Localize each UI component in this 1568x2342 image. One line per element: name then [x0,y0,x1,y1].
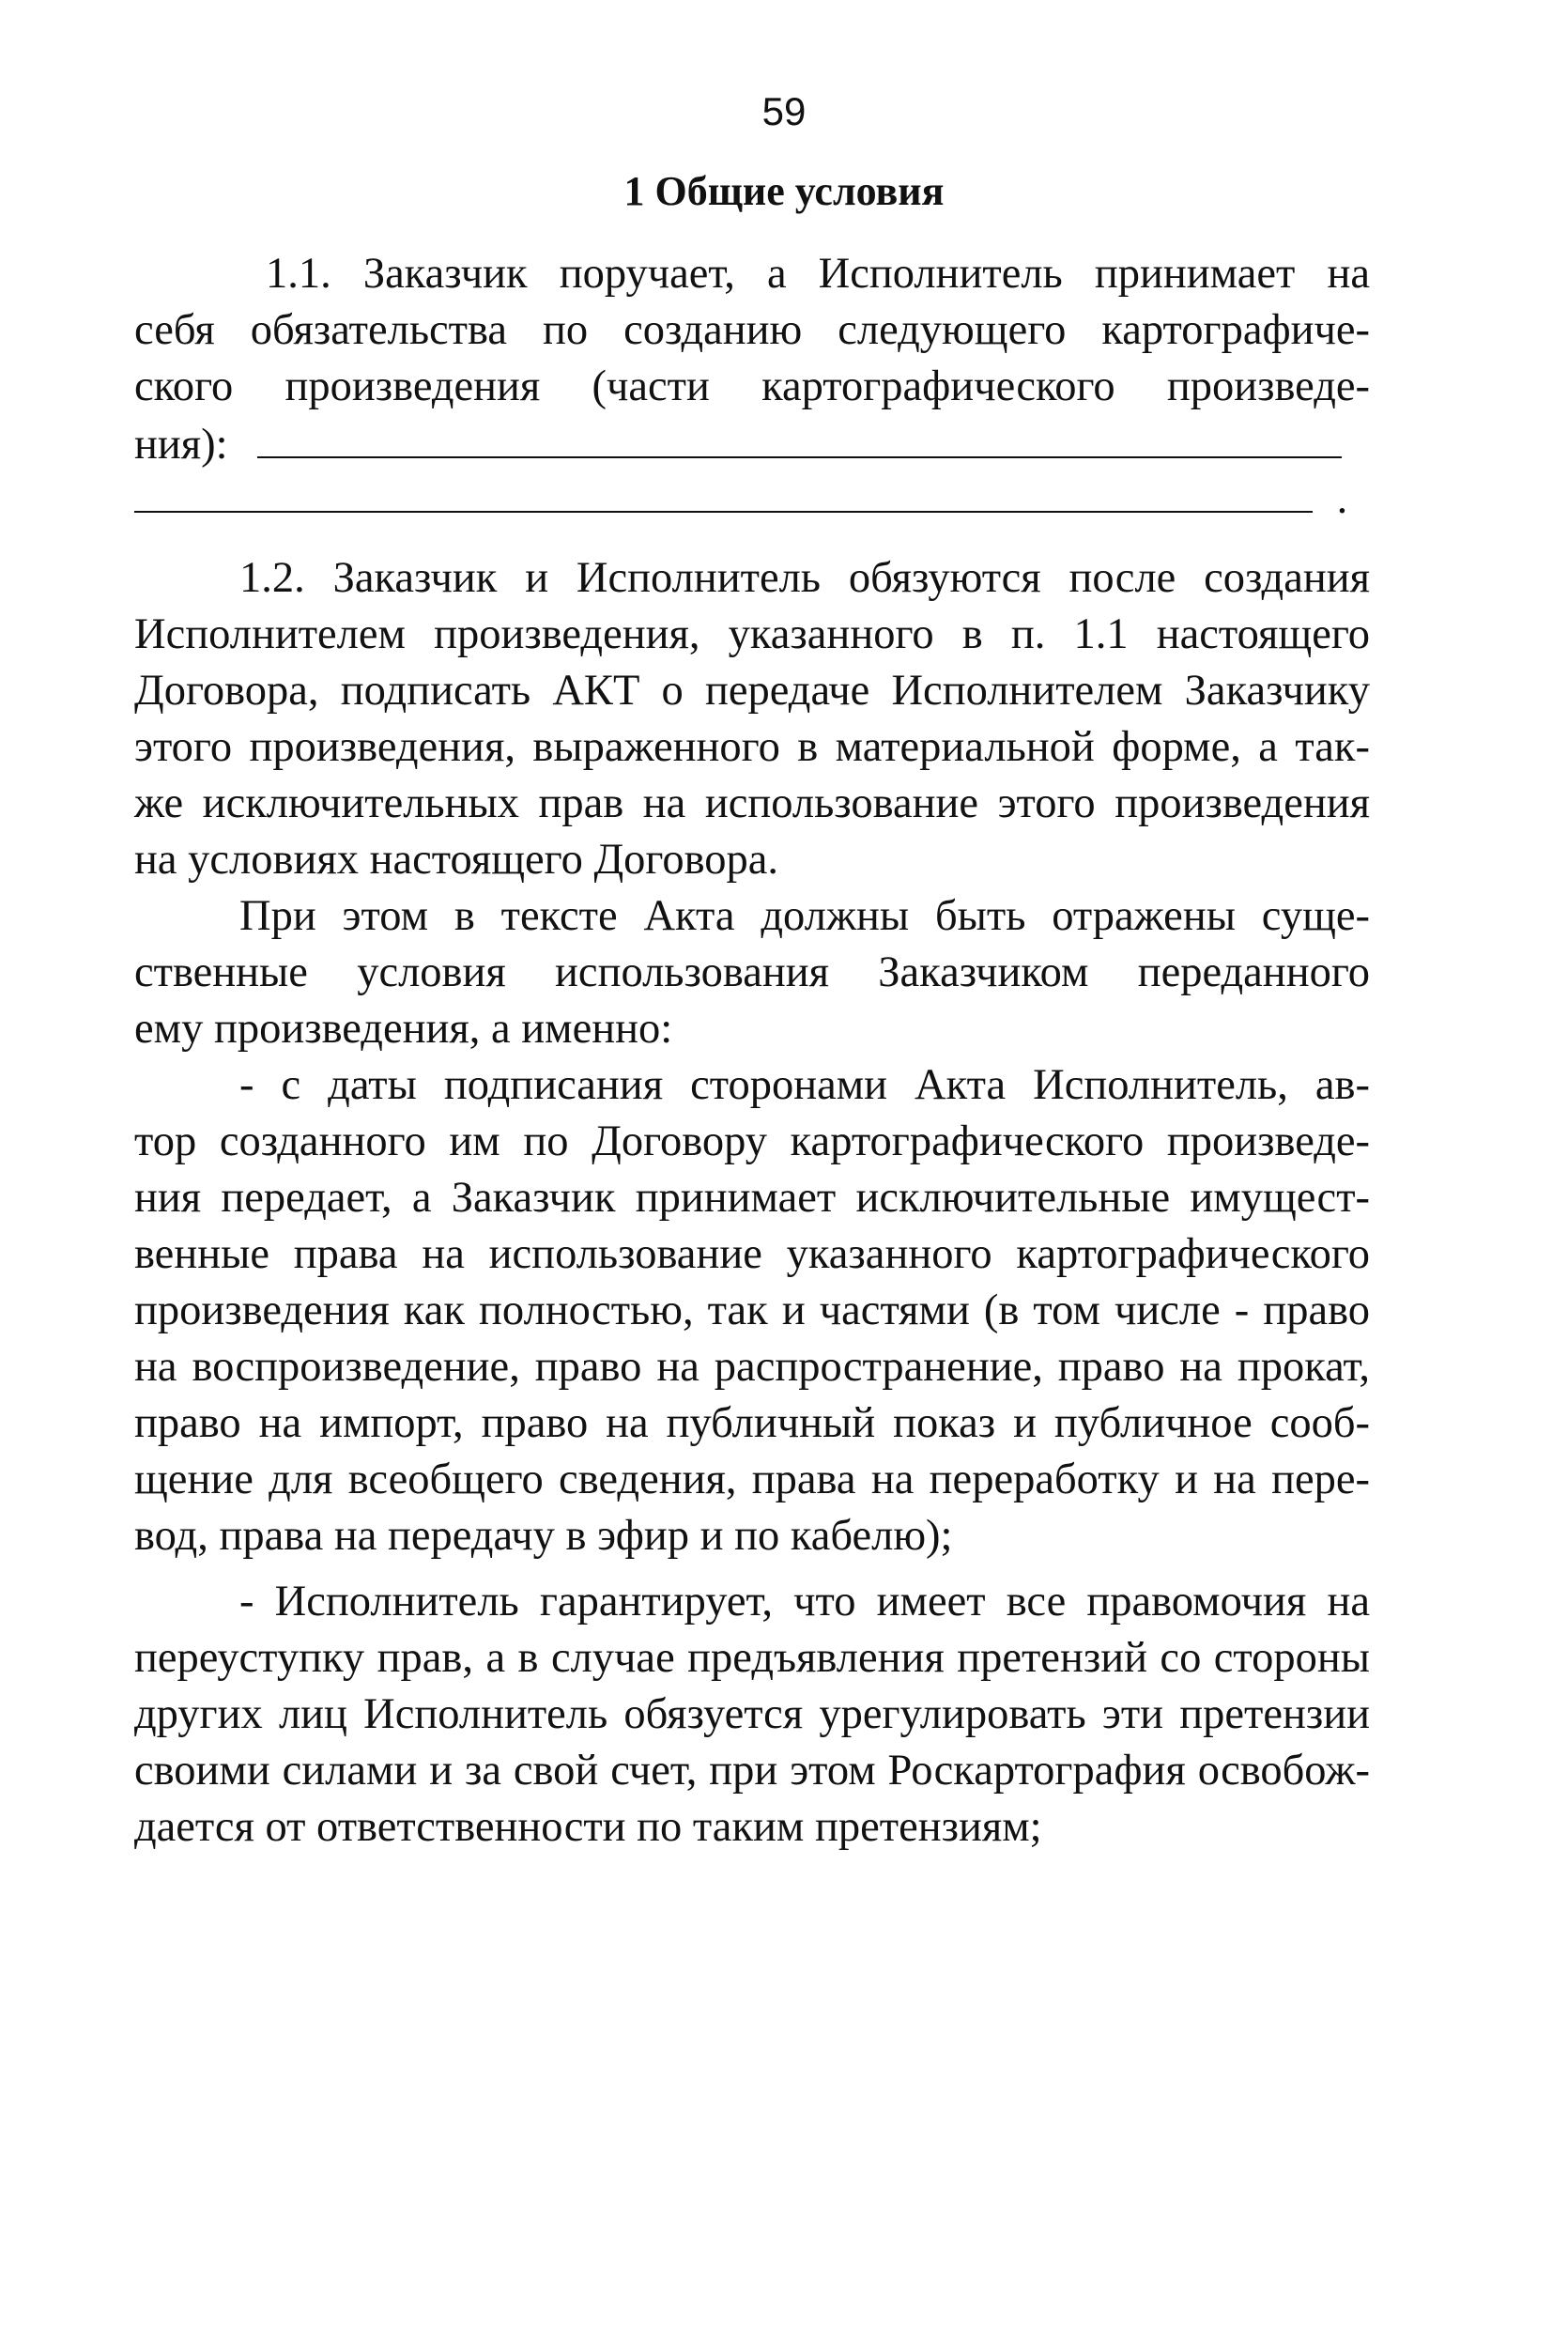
paragraph-bullet-guarantee [134,1574,1370,1856]
text-line: дается от ответственности по таким претензиям; [134,1803,1042,1851]
page-number: 59 [761,89,807,133]
text-line: 1.1. Заказчик поручает, а Исполнитель принимает на [266,250,1370,298]
fill-in-row-2 [134,470,1370,526]
text-line: 1.2. Заказчик и Исполнитель обязуются после создания [239,554,1370,602]
fill-prefix: ния): [134,421,228,469]
text-line: на условиях настоящего Договора. [134,836,778,884]
paragraph-1-1 [134,246,1370,415]
text-line: - с даты подписания сторонами Акта Исполнитель, ав- [239,1061,1370,1109]
text-line: на воспроизведение, право на распространение, право на прокат, [134,1343,1370,1391]
text-line: вод, права на передачу в эфир и по кабелю); [134,1512,953,1560]
section-heading: 1 Общие условия [623,168,945,214]
text-line: ственные условия использования Заказчиком переданного [134,948,1370,996]
text-line: ского произведения (части картографического произведе- [134,362,1370,410]
text-line: произведения как полностью, так и частями (в том числе - право [134,1287,1370,1334]
text-line: своими силами и за свой счет, при этом Роскартография освобож- [134,1747,1370,1795]
fill-in-blank-1 [257,415,1342,458]
text-line: При этом в тексте Акта должны быть отражены суще- [239,892,1370,940]
text-line: щение для всеобщего сведения, права на переработку и на пере- [134,1456,1370,1503]
fill-in-blank-2 [134,470,1313,513]
fill-end-period: . [1336,475,1348,523]
fill-in-row-1 [134,415,1370,471]
text-line: ния передает, а Заказчик принимает исключительные имущест- [134,1174,1370,1222]
text-line: ему произведения, а именно: [134,1005,673,1053]
text-line: этого произведения, выраженного в материальной форме, а так- [134,723,1370,771]
text-line: - Исполнитель гарантирует, что имеет все правомочия на [239,1578,1370,1626]
paragraph-1-2 [134,550,1370,888]
text-line: Исполнителем произведения, указанного в п. 1.1 настоящего [134,610,1370,658]
text-line: других лиц Исполнитель обязуется урегулировать эти претензии [134,1690,1370,1738]
paragraph-bullet-rights-transfer [134,1057,1370,1564]
text-line: Договора, подписать АКТ о передаче Исполнителем Заказчику [134,667,1370,715]
text-line: переуступку прав, а в случае предъявления претензий со стороны [134,1634,1370,1682]
text-line: же исключительных прав на использование этого произведения [134,779,1370,827]
text-line: себя обязательства по созданию следующего картографиче- [134,306,1370,354]
text-line: венные права на использование указанного картографического [134,1230,1370,1278]
text-line: тор созданного им по Договору картографического произведе- [134,1117,1370,1165]
paragraph-act-conditions [134,888,1370,1057]
text-line: право на импорт, право на публичный показ и публичное сооб- [134,1399,1370,1447]
